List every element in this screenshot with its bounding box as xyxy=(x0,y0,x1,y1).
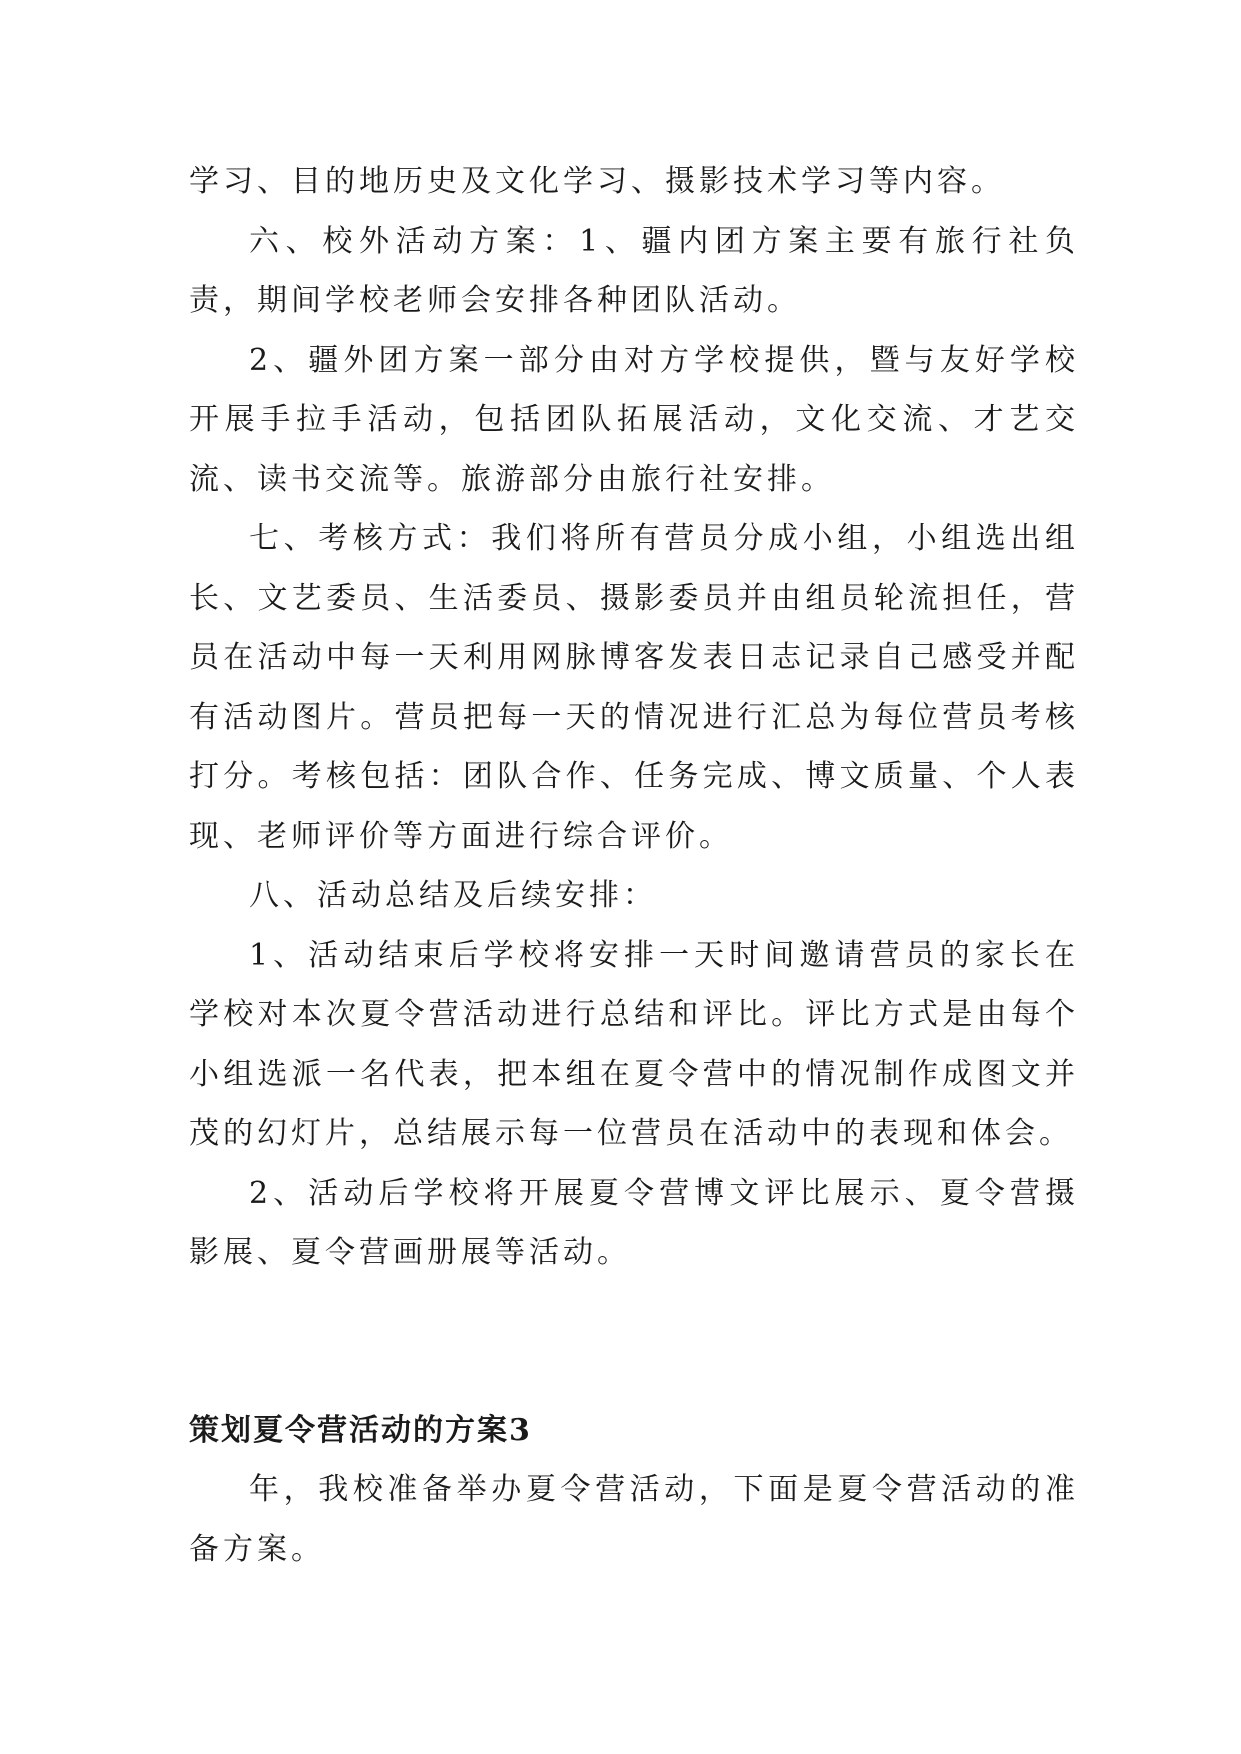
paragraph: 八、活动总结及后续安排： xyxy=(249,878,657,913)
paragraph: 2、疆外团方案一部分由对方学校提供，暨与友好学校开展手拉手活动，包括团队拓展活动，文化交流、才艺交流、读书交流等。旅游部分由旅行社安排。 xyxy=(189,342,1079,497)
paragraph: 学习、目的地历史及文化学习、摄影技术学习等内容。 xyxy=(189,164,1005,199)
document-body xyxy=(189,152,1079,1579)
paragraph: 年，我校准备举办夏令营活动，下面是夏令营活动的准备方案。 xyxy=(189,1472,1079,1567)
section-spacer xyxy=(189,1283,1079,1401)
paragraph: 2、活动后学校将开展夏令营博文评比展示、夏令营摄影展、夏令营画册展等活动。 xyxy=(189,1175,1079,1270)
paragraph: 1、活动结束后学校将安排一天时间邀请营员的家长在学校对本次夏令营活动进行总结和评比。评比方式是由每个小组选派一名代表，把本组在夏令营中的情况制作成图文并茂的幻灯片，总结展示每一位营员在活动中的表现和体会。 xyxy=(189,937,1079,1151)
paragraph: 七、考核方式：我们将所有营员分成小组，小组选出组长、文艺委员、生活委员、摄影委员并由组员轮流担任，营员在活动中每一天利用网脉博客发表日志记录自己感受并配有活动图片。营员把每一天的情况进行汇总为每位营员考核打分。考核包括：团队合作、任务完成、博文质量、个人表现、老师评价等方面进行综合评价。 xyxy=(189,521,1079,854)
section-title: 策划夏令营活动的方案3 xyxy=(189,1412,532,1448)
paragraph: 六、校外活动方案：1、疆内团方案主要有旅行社负责，期间学校老师会安排各种团队活动。 xyxy=(189,223,1079,318)
